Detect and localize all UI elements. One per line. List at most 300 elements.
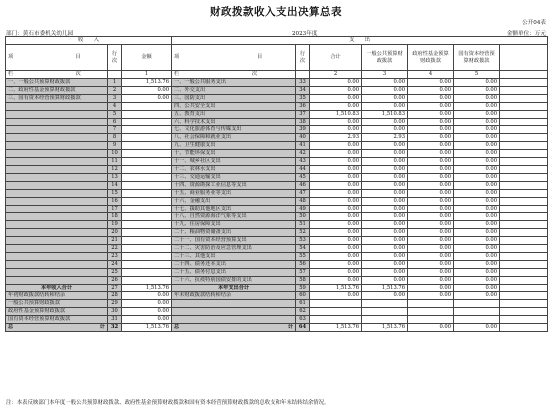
expense-item-cell: 二十二、灾害防治及应急管理支出 (172, 245, 296, 253)
income-row-no-cell: 6 (108, 118, 122, 126)
table-row (6, 284, 548, 292)
expense-total-cell: 0.00 (310, 158, 362, 166)
expense-row-no-cell: 40 (296, 134, 310, 142)
expense-general-cell: 0.00 (362, 260, 408, 268)
expense-extra-cell (500, 316, 548, 324)
income-row-no-cell: 8 (108, 134, 122, 142)
income-amount-cell (122, 276, 172, 284)
expense-extra-cell (500, 260, 548, 268)
expense-row-no-cell: 36 (296, 102, 310, 110)
income-row-no-cell: 2 (108, 86, 122, 94)
income-row-no-cell: 10 (108, 150, 122, 158)
department-label: 部门：黄石市委机关幼儿园 (6, 31, 74, 37)
income-amount-cell (122, 213, 172, 221)
expense-extra-cell (500, 126, 548, 134)
table-row (6, 300, 548, 308)
income-amount-cell (122, 189, 172, 197)
expense-total-cell: 0.00 (310, 237, 362, 245)
expense-extra-cell (500, 197, 548, 205)
total-row (6, 324, 548, 332)
expense-capital-cell (454, 300, 500, 308)
income-item-cell: 三、国有资本经营预算财政拨款 (6, 94, 108, 102)
expense-general-cell: 0.00 (362, 150, 408, 158)
expense-fund-cell: 0.00 (408, 110, 454, 118)
expense-item-cell (172, 308, 296, 316)
expense-row-no-cell: 56 (296, 260, 310, 268)
income-amount-cell (122, 252, 172, 260)
table-row (6, 173, 548, 181)
expense-row-no-cell: 39 (296, 126, 310, 134)
column-index-cell: 1 (122, 71, 172, 79)
income-amount-cell (122, 221, 172, 229)
expense-general-cell: 0.00 (362, 268, 408, 276)
income-item-cell: 一、一般公共预算财政拨款 (6, 79, 108, 87)
income-item-cell (6, 158, 108, 166)
income-total-label (6, 324, 108, 332)
expense-row-no-cell: 43 (296, 158, 310, 166)
expense-capital-cell: 0.00 (454, 165, 500, 173)
expense-capital-cell: 0.00 (454, 268, 500, 276)
expense-general-cell: 0.00 (362, 158, 408, 166)
expense-item-cell: 十二、农林水支出 (172, 165, 296, 173)
expense-total-cell: 0.00 (310, 245, 362, 253)
expense-general-cell: 0.00 (362, 165, 408, 173)
expense-item-cell: 二十四、债务还本支出 (172, 260, 296, 268)
expense-total-cell: 0.00 (310, 181, 362, 189)
expense-total-cell: 1,513.76 (310, 284, 362, 292)
expense-general-cell: 0.00 (362, 245, 408, 253)
expense-fund-cell: 0.00 (408, 126, 454, 134)
income-amount-cell: 0.00 (122, 308, 172, 316)
expense-fund-cell: 0.00 (408, 189, 454, 197)
income-amount-cell: 0.00 (122, 292, 172, 300)
table-row (6, 118, 548, 126)
expense-fund-cell: 0.00 (408, 205, 454, 213)
income-row-no-cell: 13 (108, 173, 122, 181)
expense-extra-cell (500, 276, 548, 284)
report-title: 财政拨款收入支出决算总表 (210, 6, 342, 18)
expense-extra-cell (500, 150, 548, 158)
expense-fund-cell: 0.00 (408, 276, 454, 284)
column-index-label: 栏 次 (6, 71, 108, 79)
income-amount-cell (122, 237, 172, 245)
expense-total-cell: 0.00 (310, 221, 362, 229)
expense-total-cell: 0.00 (310, 165, 362, 173)
income-row-no-cell: 24 (108, 260, 122, 268)
expense-capital-cell: 0.00 (454, 110, 500, 118)
income-amount-cell (122, 173, 172, 181)
expense-total-fund: 0.00 (408, 324, 454, 332)
expense-capital-cell (454, 316, 500, 324)
expense-general-cell: 0.00 (362, 276, 408, 284)
table-row (6, 110, 548, 118)
expense-row-no-cell: 48 (296, 197, 310, 205)
table-row (6, 165, 548, 173)
table-row (6, 150, 548, 158)
expense-row-no-cell: 55 (296, 252, 310, 260)
table-row (6, 316, 548, 324)
table-row (6, 213, 548, 221)
expense-item-cell: 年末财政拨款结转和结余 (172, 292, 296, 300)
expense-fund-cell: 0.00 (408, 142, 454, 150)
expense-item-cell: 八、社会保障和就业支出 (172, 134, 296, 142)
income-row-no-cell: 3 (108, 94, 122, 102)
expense-row-no-cell: 61 (296, 300, 310, 308)
expense-extra-cell (500, 158, 548, 166)
expense-row-no-cell: 53 (296, 237, 310, 245)
income-row-no-cell: 31 (108, 316, 122, 324)
expense-total-cell: 0.00 (310, 260, 362, 268)
expense-general-cell: 0.00 (362, 221, 408, 229)
income-row-no-cell: 19 (108, 221, 122, 229)
expense-row-no-cell: 41 (296, 142, 310, 150)
expense-row-no-cell: 42 (296, 150, 310, 158)
income-item-cell (6, 276, 108, 284)
income-item-cell (6, 213, 108, 221)
expense-total-capital: 0.00 (454, 324, 500, 332)
expense-general-cell: 0.00 (362, 118, 408, 126)
fund-budget-header: 政府性基金预算财政拨款 (408, 45, 454, 71)
income-item-cell: 国有资本经营预算财政拨款 (6, 316, 108, 324)
expense-total-cell: 0.00 (310, 94, 362, 102)
expense-fund-cell: 0.00 (408, 221, 454, 229)
expense-fund-cell: 0.00 (408, 268, 454, 276)
expense-item-cell: 二十一、国有资本经营预算支出 (172, 237, 296, 245)
table-row (6, 197, 548, 205)
income-amount-cell (122, 245, 172, 253)
expense-fund-cell: 0.00 (408, 252, 454, 260)
table-row (6, 308, 548, 316)
expense-capital-cell: 0.00 (454, 245, 500, 253)
income-amount-cell (122, 268, 172, 276)
expense-general-cell: 0.00 (362, 79, 408, 87)
table-row (6, 205, 548, 213)
income-row-no-cell: 30 (108, 308, 122, 316)
expense-total-cell: 0.00 (310, 86, 362, 94)
expense-item-cell: 二十三、其他支出 (172, 252, 296, 260)
expense-extra-cell (500, 268, 548, 276)
table-row (6, 292, 548, 300)
expense-total-cell: 0.00 (310, 252, 362, 260)
column-index-label-right: 栏 次 (172, 71, 296, 79)
expense-item-cell: 十九、住房保障支出 (172, 221, 296, 229)
expense-item-cell: 二十六、抗疫特别国债安排的支出 (172, 276, 296, 284)
expense-total-cell: 0.00 (310, 79, 362, 87)
column-index-cell (108, 71, 122, 79)
table-row (6, 268, 548, 276)
expense-fund-cell: 0.00 (408, 118, 454, 126)
expense-general-cell (362, 300, 408, 308)
expense-fund-cell: 0.00 (408, 245, 454, 253)
expense-capital-cell: 0.00 (454, 252, 500, 260)
expense-capital-cell: 0.00 (454, 276, 500, 284)
expense-capital-cell: 0.00 (454, 150, 500, 158)
expense-capital-cell: 0.00 (454, 79, 500, 87)
expense-capital-cell: 0.00 (454, 94, 500, 102)
income-row-no-cell: 28 (108, 292, 122, 300)
income-item-cell: 一般公共预算财政拨款 (6, 300, 108, 308)
column-index-cell: 3 (362, 71, 408, 79)
expense-total-cell: 0.00 (310, 126, 362, 134)
expense-extra-cell (500, 94, 548, 102)
expense-row-no-cell: 38 (296, 118, 310, 126)
expense-capital-cell: 0.00 (454, 213, 500, 221)
blank-header (500, 45, 548, 71)
expense-total-sum: 1,513.76 (310, 324, 362, 332)
expense-row-no-cell: 34 (296, 86, 310, 94)
expense-extra-cell (500, 181, 548, 189)
income-item-cell: 本年收入合计 (6, 284, 108, 292)
expense-header: 支 出 (172, 37, 548, 45)
expense-fund-cell: 0.00 (408, 292, 454, 300)
income-item-cell (6, 245, 108, 253)
expense-fund-cell: 0.00 (408, 86, 454, 94)
income-amount-cell (122, 260, 172, 268)
table-row (6, 245, 548, 253)
expense-fund-cell: 0.00 (408, 173, 454, 181)
income-amount-cell: 1,513.76 (122, 284, 172, 292)
expense-general-cell: 1,513.76 (362, 284, 408, 292)
expense-extra-cell (500, 284, 548, 292)
expense-general-cell: 0.00 (362, 229, 408, 237)
expense-fund-cell: 0.00 (408, 197, 454, 205)
expense-item-cell: 六、科学技术支出 (172, 118, 296, 126)
expense-general-cell: 2.93 (362, 134, 408, 142)
income-row-no-cell: 7 (108, 126, 122, 134)
income-amount-cell (122, 102, 172, 110)
expense-general-cell: 0.00 (362, 86, 408, 94)
expense-total-cell: 0.00 (310, 173, 362, 181)
expense-capital-cell: 0.00 (454, 205, 500, 213)
expense-item-cell: 九、卫生健康支出 (172, 142, 296, 150)
income-item-cell (6, 268, 108, 276)
expense-item-cell: 十五、商业服务业等支出 (172, 189, 296, 197)
expense-total-cell (310, 316, 362, 324)
expense-capital-cell: 0.00 (454, 292, 500, 300)
table-row (6, 126, 548, 134)
income-amount-cell (122, 165, 172, 173)
income-item-cell (6, 150, 108, 158)
income-amount-cell (122, 134, 172, 142)
expense-general-cell: 0.00 (362, 126, 408, 134)
income-row-no-cell: 9 (108, 142, 122, 150)
expense-row-no-cell: 60 (296, 292, 310, 300)
income-row-no-cell: 21 (108, 237, 122, 245)
expense-total-cell: 0.00 (310, 213, 362, 221)
expense-extra-cell (500, 292, 548, 300)
income-row-no-cell: 15 (108, 189, 122, 197)
column-index-cell: 4 (408, 71, 454, 79)
income-row-no-cell: 27 (108, 284, 122, 292)
expense-general-cell: 1,510.83 (362, 110, 408, 118)
income-amount-cell: 0.00 (122, 300, 172, 308)
expense-general-cell: 0.00 (362, 189, 408, 197)
expense-general-cell: 0.00 (362, 237, 408, 245)
expense-extra-cell (500, 118, 548, 126)
income-row-no-cell: 12 (108, 165, 122, 173)
table-row (6, 221, 548, 229)
expense-item-cell: 二、外交支出 (172, 86, 296, 94)
expense-item-cell: 十三、交通运输支出 (172, 173, 296, 181)
income-amount-cell (122, 118, 172, 126)
expense-fund-cell: 0.00 (408, 134, 454, 142)
income-amount-cell (122, 181, 172, 189)
income-amount-cell (122, 142, 172, 150)
expense-total-cell: 0.00 (310, 142, 362, 150)
expense-capital-cell: 0.00 (454, 126, 500, 134)
income-amount-cell (122, 205, 172, 213)
table-row (6, 237, 548, 245)
income-item-cell (6, 260, 108, 268)
expense-extra-cell (500, 308, 548, 316)
table-row (6, 94, 548, 102)
expense-extra-cell (500, 237, 548, 245)
expense-extra-cell (500, 134, 548, 142)
expense-capital-cell: 0.00 (454, 284, 500, 292)
row-no-header: 行次 (108, 45, 122, 71)
expense-extra-cell (500, 86, 548, 94)
expense-total-cell: 0.00 (310, 229, 362, 237)
income-row-no-cell: 14 (108, 181, 122, 189)
budget-summary-table (5, 36, 548, 332)
expense-row-no-cell: 33 (296, 79, 310, 87)
income-row-no-cell: 22 (108, 245, 122, 253)
table-row (6, 229, 548, 237)
income-item-cell (6, 134, 108, 142)
expense-total-cell (310, 300, 362, 308)
footnote: 注：本表反映部门本年度一般公共预算财政拨款、政府性基金预算财政拨款和国有资本经营预算财政拨款的总收支和年末结转结余情况。 (6, 400, 330, 406)
expense-total-general: 1,513.76 (362, 324, 408, 332)
income-total-row-no: 32 (108, 324, 122, 332)
expense-row-no-cell: 46 (296, 181, 310, 189)
expense-item-cell: 一、一般公共服务支出 (172, 79, 296, 87)
amount-header: 金额 (122, 45, 172, 71)
expense-capital-cell: 0.00 (454, 173, 500, 181)
expense-item-cell: 十四、资源勘探工业信息等支出 (172, 181, 296, 189)
expense-fund-cell: 0.00 (408, 165, 454, 173)
total-header: 合计 (310, 45, 362, 71)
income-amount-cell (122, 158, 172, 166)
expense-extra-cell (500, 213, 548, 221)
expense-capital-cell: 0.00 (454, 158, 500, 166)
expense-extra-cell (500, 221, 548, 229)
income-row-no-cell: 25 (108, 268, 122, 276)
table-row (6, 134, 548, 142)
expense-fund-cell: 0.00 (408, 260, 454, 268)
total-label-right: 计 (99, 324, 105, 331)
expense-row-no-cell: 45 (296, 173, 310, 181)
expense-extra-cell (500, 229, 548, 237)
income-item-cell (6, 102, 108, 110)
expense-extra-cell (500, 79, 548, 87)
income-amount-cell (122, 150, 172, 158)
income-row-no-cell: 11 (108, 158, 122, 166)
expense-row-no-cell: 49 (296, 205, 310, 213)
income-row-no-cell: 1 (108, 79, 122, 87)
expense-row-no-cell: 63 (296, 316, 310, 324)
income-item-cell (6, 221, 108, 229)
income-item-cell (6, 205, 108, 213)
expense-extra-cell (500, 110, 548, 118)
table-row (6, 181, 548, 189)
expense-capital-cell: 0.00 (454, 237, 500, 245)
income-item-cell (6, 126, 108, 134)
expense-capital-cell: 0.00 (454, 189, 500, 197)
income-row-no-cell: 23 (108, 252, 122, 260)
income-item-cell (6, 165, 108, 173)
expense-total-cell (310, 308, 362, 316)
expense-capital-cell: 0.00 (454, 229, 500, 237)
expense-fund-cell (408, 308, 454, 316)
expense-row-no-cell: 62 (296, 308, 310, 316)
expense-capital-cell: 0.00 (454, 102, 500, 110)
expense-fund-cell: 0.00 (408, 102, 454, 110)
income-amount-cell (122, 110, 172, 118)
income-item-cell (6, 252, 108, 260)
expense-capital-cell: 0.00 (454, 221, 500, 229)
expense-general-cell (362, 316, 408, 324)
income-row-no-cell: 20 (108, 229, 122, 237)
expense-general-cell: 0.00 (362, 142, 408, 150)
expense-item-cell (172, 316, 296, 324)
expense-capital-cell: 0.00 (454, 118, 500, 126)
expense-fund-cell: 0.00 (408, 237, 454, 245)
expense-extra-cell (500, 165, 548, 173)
income-amount-cell: 0.00 (122, 316, 172, 324)
expense-total-cell: 0.00 (310, 276, 362, 284)
column-index-cell: 5 (454, 71, 500, 79)
expense-total-row-no: 64 (296, 324, 310, 332)
expense-fund-cell: 0.00 (408, 229, 454, 237)
expense-row-no-cell: 47 (296, 189, 310, 197)
expense-general-cell: 0.00 (362, 205, 408, 213)
expense-row-no-cell: 57 (296, 268, 310, 276)
expense-extra-cell (500, 245, 548, 253)
expense-item-cell: 十、节能环保支出 (172, 150, 296, 158)
income-total-amount: 1,513.76 (122, 324, 172, 332)
expense-row-no-cell: 58 (296, 276, 310, 284)
item-header: 项 目 (6, 45, 108, 71)
expense-fund-cell: 0.00 (408, 158, 454, 166)
table-row (6, 158, 548, 166)
expense-fund-cell: 0.00 (408, 150, 454, 158)
expense-general-cell: 0.00 (362, 213, 408, 221)
expense-row-no-cell: 37 (296, 110, 310, 118)
table-row (6, 189, 548, 197)
expense-total-cell: 0.00 (310, 102, 362, 110)
total-label-left: 总 (8, 324, 14, 331)
income-item-cell: 政府性基金预算财政拨款 (6, 308, 108, 316)
item-header-right: 项 目 (172, 45, 296, 71)
income-item-cell (6, 229, 108, 237)
income-amount-cell (122, 229, 172, 237)
total-label-left: 总 (174, 324, 180, 331)
capital-budget-header: 国有资本经营预算财政拨款 (454, 45, 500, 71)
expense-item-cell: 十一、城乡社区支出 (172, 158, 296, 166)
income-item-cell (6, 118, 108, 126)
column-index-cell (296, 71, 310, 79)
expense-row-no-cell: 52 (296, 229, 310, 237)
expense-item-cell: 三、国防支出 (172, 94, 296, 102)
expense-total-cell: 0.00 (310, 292, 362, 300)
expense-extra-cell (500, 102, 548, 110)
income-item-cell (6, 189, 108, 197)
expense-item-cell: 二十、粮油物资储备支出 (172, 229, 296, 237)
income-item-cell (6, 110, 108, 118)
expense-fund-cell: 0.00 (408, 213, 454, 221)
expense-fund-cell (408, 316, 454, 324)
income-amount-cell (122, 126, 172, 134)
